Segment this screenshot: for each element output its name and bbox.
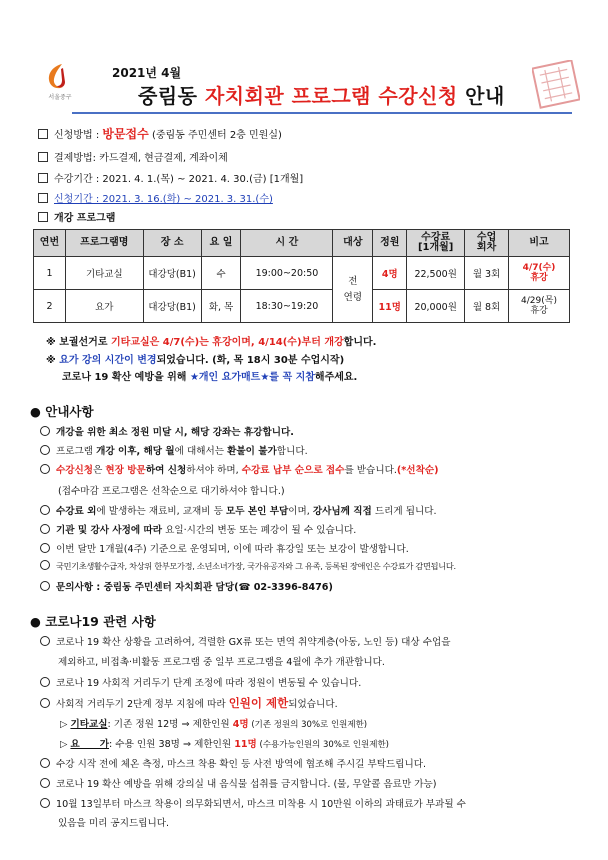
note-guitar (46, 333, 376, 348)
table-header-row (34, 230, 570, 257)
guide-text: 수강신청 (56, 465, 94, 476)
cell-no: 2 (34, 290, 66, 323)
guide-item-4 (40, 503, 437, 517)
cell-day: 화, 목 (201, 290, 241, 323)
guide-item-3 (40, 462, 439, 476)
limit-text: : 수용 인원 38명 ⇒ 제한인원 (109, 739, 235, 750)
covid-text: 코로나 19 확산 상황을 고려하여, 격렬한 GX류 또는 면역 취약계층(아동, 노인 등) 대상 수업을 (56, 637, 451, 648)
guide-text: 합니다. (276, 446, 308, 457)
note-highlight: 요가 강의 시간이 변경 (59, 355, 157, 366)
limit-value: 4명 (232, 719, 249, 730)
limit-text: (수용가능인원의 30%로 인원제한) (256, 740, 389, 750)
guide-heading: ● 안내사항 (30, 404, 94, 419)
col-header-fee: 수강료 [1개월] (407, 230, 465, 257)
note-text: ※ 보궐선거로 (46, 337, 111, 348)
checkbox-icon (38, 212, 48, 222)
table-row (34, 290, 570, 323)
circle-bullet-icon (40, 778, 50, 788)
apply-period-text: 신청기간 : 2021. 3. 16.(화) ~ 2021. 3. 31.(수) (54, 194, 273, 205)
guide-text: 하셔야 하며, (186, 465, 242, 476)
note-yoga-mat (62, 368, 357, 383)
col-header-program: 프로그램명 (65, 230, 143, 257)
limit-label: 기타교실 (70, 719, 108, 730)
note-text: 코로나 19 확산 예방을 위해 (62, 372, 190, 383)
apply-label: 신청방법 : (54, 130, 103, 141)
guide-text: 국민기초생활수급자, 차상위 한부모가정, 소년소녀가장, 국가유공자와 그 유족, 등록된 장애인은 수강료가 감면됩니다. (56, 561, 456, 571)
arrow-icon: ▷ (60, 739, 71, 750)
col-header-target: 대상 (333, 230, 373, 257)
covid-text: 코로나 19 사회적 거리두기 단계 조정에 따라 정원이 변동될 수 있습니다. (56, 678, 362, 689)
circle-bullet-icon (40, 636, 50, 646)
col-header-no: 연번 (34, 230, 66, 257)
official-seal-icon (532, 60, 580, 110)
col-header-time: 시 간 (241, 230, 333, 257)
guide-text: 은 (93, 465, 106, 476)
limit-value: 11명 (234, 739, 257, 750)
covid-highlight: 인원이 제한 (228, 696, 289, 710)
circle-bullet-icon (40, 758, 50, 768)
checkbox-icon (38, 173, 48, 183)
guide-text: 개강 이후, 해당 월 (96, 446, 175, 457)
circle-bullet-icon (40, 543, 50, 553)
guide-text: 수강료 납부 순으로 접수 (241, 465, 345, 476)
table-row (34, 257, 570, 290)
covid-heading: ● 코로나19 관련 사항 (30, 614, 156, 629)
guide-text: 드리게 됩니다. (371, 506, 437, 517)
circle-bullet-icon (40, 524, 50, 534)
circle-bullet-icon (40, 560, 50, 570)
col-header-place: 장 소 (143, 230, 201, 257)
guide-text: 강사님께 직접 (312, 506, 372, 517)
circle-bullet-icon (40, 677, 50, 687)
checkbox-icon (38, 152, 48, 162)
title-part-b: 자치회관 프로그램 수강신청 (204, 84, 458, 108)
note-yoga-time (46, 351, 344, 366)
circle-bullet-icon (40, 581, 50, 591)
jung-gu-logo-icon (44, 62, 72, 92)
cell-note: 4/29(목) 휴강 (509, 290, 570, 323)
cell-capacity: 4명 (373, 257, 407, 290)
info-apply-method (38, 125, 282, 142)
cell-sessions: 월 3회 (465, 257, 509, 290)
circle-bullet-icon (40, 464, 50, 474)
covid-limit-yoga (60, 736, 389, 750)
guide-item-2 (40, 443, 308, 457)
header-subtitle: 2021년 4월 (112, 66, 182, 80)
apply-value: 방문접수 (102, 127, 149, 141)
guide-text: 에 대해서는 (174, 446, 228, 457)
col-header-day: 요 일 (201, 230, 241, 257)
guide-text: 에 발생하는 재료비, 교재비 등 (96, 506, 226, 517)
note-text: 해주세요. (314, 372, 358, 383)
guide-text: 하여 (145, 465, 168, 476)
guide-item-6 (40, 541, 409, 555)
covid-text: 되었습니다. (288, 699, 338, 710)
note-highlight: ★개인 요가매트★를 꼭 지참 (189, 372, 315, 383)
header-rule (72, 112, 572, 114)
cell-place: 대강당(B1) (143, 257, 201, 290)
covid-item-6 (40, 796, 466, 810)
note-text: 되었습니다. (화, 목 18시 30분 수업시작) (156, 355, 345, 366)
info-payment (38, 149, 228, 164)
limit-label: 요 가 (70, 739, 110, 750)
programs-heading: 개강 프로그램 (54, 213, 116, 224)
checkbox-icon (38, 129, 48, 139)
covid-item-3 (40, 695, 338, 711)
logo-caption: 서울중구 (48, 94, 72, 101)
circle-bullet-icon (40, 426, 50, 436)
cell-fee: 20,000원 (407, 290, 465, 323)
cell-no: 1 (34, 257, 66, 290)
guide-text: 수강료 외 (56, 506, 97, 517)
cell-capacity: 11명 (373, 290, 407, 323)
cell-program: 요가 (65, 290, 143, 323)
guide-text: 프로그램 (56, 446, 97, 457)
covid-item-2 (40, 675, 361, 689)
covid-text: 10월 13일부터 마스크 착용이 의무화되면서, 마스크 미착용 시 10만원 이하의 과태료가 부과될 수 (56, 799, 466, 810)
covid-item-4 (40, 756, 426, 770)
payment-text: 결제방법: 카드결제, 현금결제, 계좌이체 (54, 153, 228, 164)
guide-text: 요일·시간의 변동 또는 폐강이 될 수 있습니다. (162, 525, 357, 536)
col-header-note: 비고 (509, 230, 570, 257)
cell-day: 수 (201, 257, 241, 290)
col-header-capacity: 정원 (373, 230, 407, 257)
apply-note: (중림동 주민센터 2층 민원실) (151, 130, 282, 141)
note-text: 합니다. (343, 337, 377, 348)
note-text: ※ (46, 355, 60, 366)
cell-time: 18:30~19:20 (241, 290, 333, 323)
covid-limit-guitar (60, 716, 367, 730)
guide-text: 현장 방문 (105, 465, 146, 476)
note-highlight: 기타교실은 4/7(수)는 휴강이며, 4/14(수)부터 개강 (111, 337, 344, 348)
guide-text: 환불이 불가 (227, 446, 277, 457)
guide-item-8 (40, 579, 333, 593)
circle-bullet-icon (40, 505, 50, 515)
checkbox-icon (38, 193, 48, 203)
circle-bullet-icon (40, 798, 50, 808)
program-schedule-table (33, 229, 570, 323)
arrow-icon: ▷ (60, 719, 71, 730)
guide-item-5 (40, 522, 356, 536)
covid-text: 수강 시작 전에 체온 측정, 마스크 착용 확인 등 사전 방역에 협조해 주시길 부탁드립니다. (56, 759, 427, 770)
cell-place: 대강당(B1) (143, 290, 201, 323)
cell-time: 19:00~20:50 (241, 257, 333, 290)
limit-text: (기존 정원의 30%로 인원제한) (248, 720, 368, 730)
page-title (138, 80, 505, 109)
cell-program: 기타교실 (65, 257, 143, 290)
guide-item-1 (40, 424, 294, 438)
covid-item-6-cont: 있음을 미리 공지드립니다. (58, 818, 170, 829)
guide-text: 기관 및 강사 사정에 따라 (56, 525, 163, 536)
covid-text: 코로나 19 확산 예방을 위해 강의실 내 음식물 섭취를 금지합니다. (물, 무알콜 음료만 가능) (56, 779, 437, 790)
guide-text: 이며, (288, 506, 313, 517)
guide-text: 를 받습니다. (344, 465, 397, 476)
period-text: 수강기간 : 2021. 4. 1.(목) ~ 2021. 4. 30.(금) [1개월] (54, 174, 304, 185)
guide-text: 이번 달만 1개월(4주) 기준으로 운영되며, 이에 따라 휴강일 또는 보강이 발생합니다. (56, 544, 409, 555)
guide-text: 문의사항 : 중림동 주민센터 자치회관 담당(☎ 02-3396-8476) (56, 582, 333, 593)
covid-item-1-cont: 제외하고, 비접촉·비활동 프로그램 중 일부 프로그램을 4월에 추가 개관합니다. (58, 657, 385, 668)
guide-text: 개강을 위한 최소 정원 미달 시, 해당 강좌는 휴강합니다. (56, 427, 294, 438)
cell-target: 전 연령 (333, 257, 373, 323)
cell-fee: 22,500원 (407, 257, 465, 290)
cell-sessions: 월 8회 (465, 290, 509, 323)
circle-bullet-icon (40, 698, 50, 708)
limit-text: : 기존 정원 12명 ⇒ 제한인원 (107, 719, 233, 730)
covid-item-1 (40, 634, 451, 648)
info-period (38, 170, 303, 185)
covid-item-5 (40, 776, 437, 790)
col-header-sessions: 수업 회차 (465, 230, 509, 257)
title-part-a: 중림동 (138, 84, 205, 108)
title-part-c: 안내 (457, 84, 505, 108)
guide-text: (*선착순) (396, 465, 439, 476)
guide-text: 신청 (167, 465, 187, 476)
info-programs (38, 209, 115, 224)
cell-note: 4/7(수) 휴강 (509, 257, 570, 290)
circle-bullet-icon (40, 445, 50, 455)
guide-item-3-sub: (접수마감 프로그램은 선착순으로 대기하셔야 합니다.) (58, 486, 285, 497)
guide-text: 모두 본인 부담 (225, 506, 289, 517)
info-apply-period (38, 190, 273, 205)
covid-text: 사회적 거리두기 2단계 정부 지침에 따라 (56, 699, 229, 710)
guide-item-7 (40, 560, 456, 572)
